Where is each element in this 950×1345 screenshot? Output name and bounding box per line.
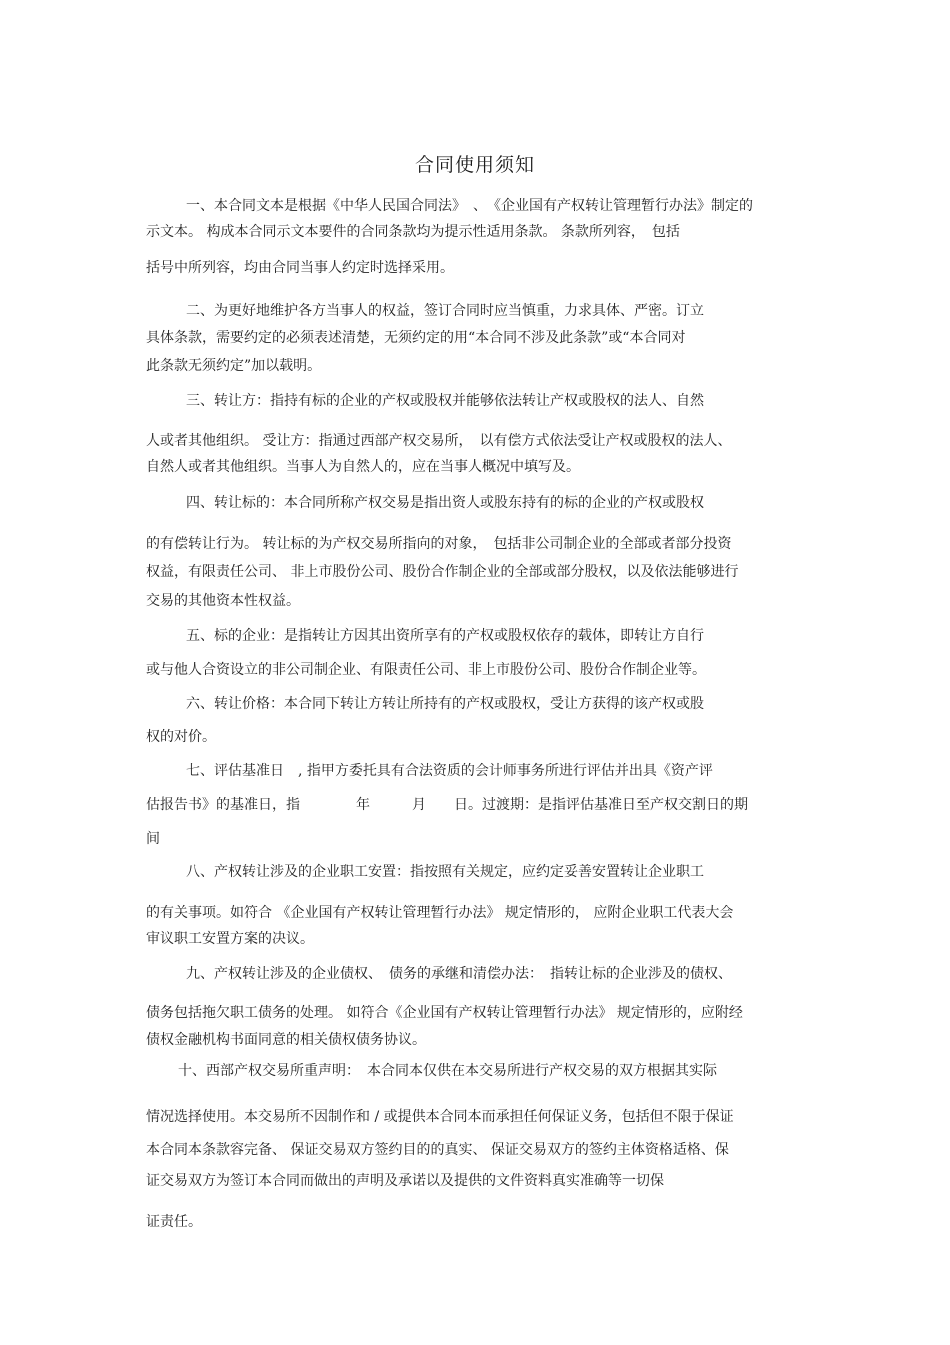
text-line: 示文本。 构成本合同示文本要件的合同条款均为提示性适用条款。 条款所列容， 包括 — [146, 224, 680, 240]
text-line: 债务包括拖欠职工债务的处理。 如符合《企业国有产权转让管理暂行办法》 规定情形的，应附经 — [146, 1005, 743, 1021]
text-line: 括号中所列容，均由合同当事人约定时选择采用。 — [146, 260, 454, 276]
text-line: 八、产权转让涉及的企业职工安置：指按照有关规定，应约定妥善安置转让企业职工 — [186, 864, 704, 880]
text-line: 本合同本条款容完备、 保证交易双方签约目的的真实、 保证交易双方的签约主体资格适格、保 — [146, 1142, 729, 1158]
text-line: 间 — [146, 831, 160, 847]
text-line: 自然人或者其他组织。当事人为自然人的，应在当事人概况中填写及。 — [146, 459, 580, 475]
text-line: 七、评估基准日 , 指甲方委托具有合法资质的会计师事务所进行评估并出具《资产评 — [186, 763, 713, 779]
text-line: 估报告书》的基准日，指 年 月 日。过渡期：是指评估基准日至产权交割日的期 — [146, 797, 748, 813]
text-line: 债权金融机构书面同意的相关债权债务协议。 — [146, 1032, 426, 1048]
text-line: 权的对价。 — [146, 729, 216, 745]
text-line: 人或者其他组织。 受让方：指通过西部产权交易所， 以有偿方式依法受让产权或股权的法人、 — [146, 433, 732, 449]
text-line: 一、本合同文本是根据《中华人民国合同法》 、 《企业国有产权转让管理暂行办法》制定的 — [186, 198, 753, 214]
text-line: 九、产权转让涉及的企业债权、 债务的承继和清偿办法： 指转让标的企业涉及的债权、 — [186, 966, 732, 982]
text-line: 的有关事项。如符合 《企业国有产权转让管理暂行办法》 规定情形的， 应附企业职工代表大会 — [146, 905, 734, 921]
text-line: 交易的其他资本性权益。 — [146, 593, 300, 609]
text-line: 四、转让标的：本合同所称产权交易是指出资人或股东持有的标的企业的产权或股权 — [186, 495, 704, 511]
text-line: 二、为更好地维护各方当事人的权益，签订合同时应当慎重，力求具体、严密。订立 — [186, 303, 704, 319]
text-line: 证交易双方为签订本合同而做出的声明及承诺以及提供的文件资料真实准确等一切保 — [146, 1173, 664, 1189]
text-line: 十、西部产权交易所重声明： 本合同本仅供在本交易所进行产权交易的双方根据其实际 — [178, 1063, 717, 1079]
text-line: 此条款无须约定”加以载明。 — [146, 358, 322, 374]
text-line: 五、标的企业：是指转让方因其出资所享有的产权或股权依存的载体，即转让方自行 — [186, 628, 704, 644]
text-line: 的有偿转让行为。 转让标的为产权交易所指向的对象， 包括非公司制企业的全部或者部分投资 — [146, 536, 732, 552]
text-line: 六、转让价格：本合同下转让方转让所持有的产权或股权，受让方获得的该产权或股 — [186, 696, 704, 712]
text-line: 情况选择使用。本交易所不因制作和 / 或提供本合同本而承担任何保证义务，包括但不限于保证 — [146, 1109, 734, 1125]
text-line: 或与他人合资设立的非公司制企业、有限责任公司、非上市股份公司、股份合作制企业等。 — [146, 662, 706, 678]
text-line: 三、转让方：指持有标的企业的产权或股权并能够依法转让产权或股权的法人、自然 — [186, 393, 704, 409]
text-line: 证责任。 — [146, 1214, 202, 1230]
text-line: 审议职工安置方案的决议。 — [146, 931, 314, 947]
text-line: 具体条款，需要约定的必须表述清楚，无须约定的用“本合同不涉及此条款”或“本合同对 — [146, 330, 686, 346]
text-line: 权益，有限责任公司、 非上市股份公司、股份合作制企业的全部或部分股权，以及依法能够进行 — [146, 564, 739, 580]
document-title: 合同使用须知 — [414, 154, 535, 176]
